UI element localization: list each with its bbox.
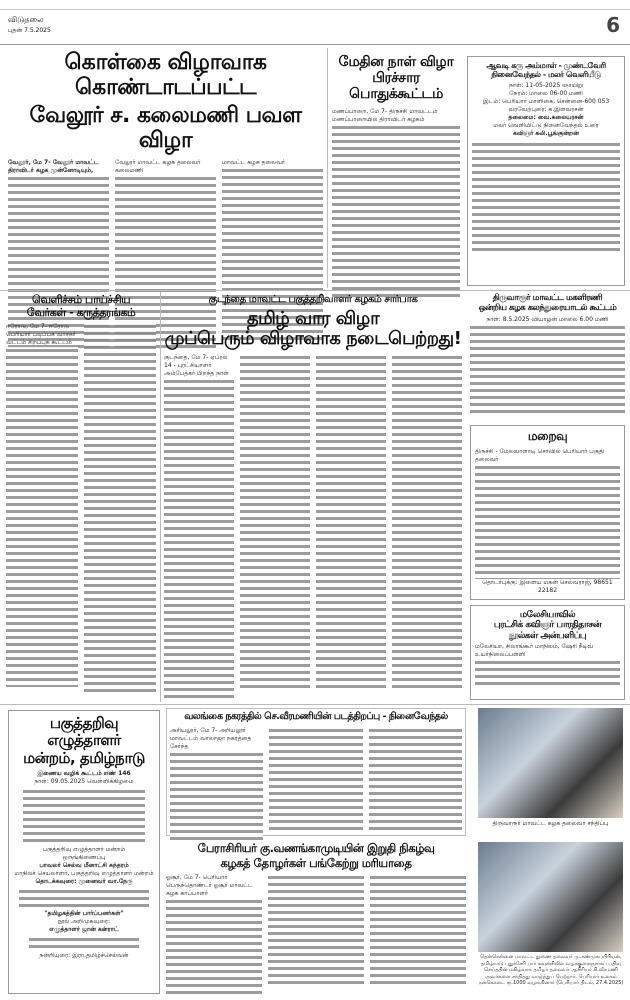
headline: மேதின நாள் விழா: [338, 54, 454, 70]
release-label: மலர் வெளியிட்டு நினைவேந்தல் உரை: [493, 122, 599, 130]
headline: பிரச்சார பொதுக்கூட்டம்: [349, 70, 443, 103]
headline: ஆவடி கரு அம்மாள் - முண்டவேரி: [486, 61, 606, 70]
lead-text: திருச்சி - மேலவாளாடி சொவில் பெரியார் பகுதி தலைவர்: [475, 447, 604, 463]
lead-text: மாவட்ட கழக தலைவர்: [222, 159, 286, 167]
photo-caption: தென்சென்னை மாவட்ட துணை தலைவர் மு.சண்முகப்பிரியன், தமிழ்நாடு புதுச்சேரி பார் கவுன்சிலில் வழக்குரைஞராகப் பதிவு செய்ததின் மகிழ்வாக தமிழர் தலைவர் ஆசிரியர் கி.வீரமணி அவர்களை சந்தித்து வாழ்த்துப் பெற்றார். பெரியார் உலகம் நன்கொடை ரூ.1000 வழங்கினார் (பெரியார் திடல், 27.4.2025): [478, 954, 624, 986]
welcome: வரவேற்புரை: க.இளவரசன்: [508, 106, 584, 114]
headline: பகுத்தறிவு எழுத்தாளர்: [47, 714, 121, 750]
photo-meeting: [478, 708, 623, 818]
headline: வலங்கை நகரத்தில் செ.வீரமணியின் படத்திறப்பு - நினைவேந்தல்: [184, 711, 448, 722]
meeting-date: நாள்: 09.05.2025 வெள்ளிக்கிழமை: [34, 777, 134, 785]
lead-text: மலேசியா, சிலாங்கூர் மாநிலம், ஷேரி நீடிவ் உயர்நிலைப்பள்ளி: [475, 643, 594, 659]
headline: மலேசியாவில்: [519, 610, 576, 620]
headline: வேர்கள் - கருத்தரங்கம்: [26, 305, 136, 319]
photo-greeting: [478, 842, 623, 952]
headline: தமிழ் வார விழா: [246, 307, 380, 329]
lead-text: மணப்பாறை, மே 7- திருச்சி மாவட்டம் மணப்பாறையில் திராவிடர் கழகம்: [332, 108, 438, 124]
top-rule: [0, 0, 630, 10]
article-vanangamudi-funeral: [166, 842, 466, 996]
opener: தொடக்கவுரை: முனைவர் வா.நேரு: [35, 877, 133, 885]
headline: ஒன்றிய கழக கலந்துரையாடல் கூட்டம்: [478, 302, 617, 313]
intro-label: நூல் அறிமுகவுரை:: [57, 917, 111, 925]
event-notice-avadi: [467, 56, 625, 286]
page-number: 6: [606, 13, 620, 37]
lead-text: அரியலூர், மே 7- அரியலூர் மாவட்டம் வாலாஜா நகரத்தை சேர்ந்த: [170, 726, 252, 750]
welcome-name: பாவலர் செல்வ மீனாட்சி சுந்தரம்: [39, 861, 129, 869]
book-title: "தமிழகத்தின் பார்ப்பனர்கள்": [44, 909, 124, 917]
event-time: நேரம்: மாலை 06-00 மணி: [509, 90, 583, 98]
headline: முப்பெரும் விழாவாக நடைபெற்றது!: [164, 328, 462, 350]
article-thiruvarur-meeting: [470, 294, 625, 414]
photo-caption: திருவாரூர் மாவட்ட கழக தலைவர் சந்திப்பு: [492, 820, 609, 827]
article-valangai-memorial: [166, 708, 466, 836]
org: பகுத்தறிவு எழுத்தாளர் மன்றம்: [42, 845, 126, 853]
headline: நினைவேந்தல் - மலர் வெளியீடு: [491, 70, 601, 80]
headline: வெளிச்சம் பாய்ச்சிய: [31, 293, 131, 306]
obituary-notice: [470, 425, 625, 600]
event-venue: இடம்: பெரியார் மாளிகை, சென்னை-600 053: [482, 98, 610, 106]
writers-forum-notice: [8, 710, 160, 994]
lead-text: ஓசூர், மே 7- பெரியார் பெருந்தொண்டர் ஓசூர் மாவட்ட கழக காப்பாளர்: [166, 874, 253, 898]
lead-text: வேலூர் மாவட்ட கழக தலைவர் கலைமணி: [115, 159, 201, 175]
headline: வேலூர் ச. கலைமணி பவள விழா: [29, 102, 302, 153]
speaker: கவிஞர் கலி.பூங்குன்றன்: [513, 130, 579, 138]
headline: மன்றம், தமிழ்நாடு: [23, 748, 145, 767]
headline: கொள்கை விழாவாக கொண்டாடப்பட்ட: [64, 50, 267, 101]
headline: பேராசிரியர் கு.வணங்காமுடியின் இறுதி நிகழ்வு: [197, 841, 435, 855]
presider: தலைமை: வை.கலையரசன்: [508, 114, 584, 122]
lead-text: ஈரோடு, மே 7- ஈரோடு பெரியார் படிப்பக வாசகர் வட்டம் சிறப்புக் கூட்டம்: [6, 323, 76, 347]
headline: திருவாரூர் மாவட்ட மகளிரணி: [492, 293, 603, 303]
masthead-date: புதன் 7.5.2025: [8, 27, 51, 34]
headline: நூல்கள் அன்பளிப்பு: [508, 630, 587, 641]
contact: தொடர்புக்கு: இளைய மகன் செல்வராஜ், 98651 22182: [482, 578, 613, 594]
writer: எழுத்தாளர் ஜான் கன்ராட்: [49, 925, 119, 933]
headline: மறைவு: [527, 429, 568, 443]
meeting-number: இணைய வழிக் கூட்டம் எண் 146: [37, 769, 131, 777]
headline: புரட்சிக் கவிஞர் பாரதிதாசன்: [493, 620, 602, 631]
kicker: குடந்தை மாவட்ட பகுத்தறிவாளர் கழகம் சார்பாக: [208, 294, 418, 305]
headline: கழகத் தோழர்கள் பங்கேற்று மரியாதை: [220, 856, 412, 871]
lead-text: நாள்: 8.5.2025 வியாழன் மாலை 6.00 மணி: [486, 315, 609, 323]
welcome-role: மாநிலச் செயலாளர், பகுத்தறிவு எழுத்தாளர் மன்றம்: [14, 869, 154, 877]
article-mayday: [332, 54, 460, 299]
article-roots-seminar: [6, 294, 156, 695]
thanks: நன்றியுரை: இரா.தமிழ்ச்செல்வன்: [39, 951, 129, 959]
event-date: நாள்: 11-05-2025 ஞாயிறு: [509, 82, 583, 90]
article-malaysia-books: [470, 605, 625, 700]
masthead-name: விடுதலை: [8, 15, 44, 24]
coord: ஒருங்கிணைப்பு: [62, 853, 106, 861]
lead-text: வேலூர், மே 7- வேலூர் மாவட்ட திராவிடர் கழக முன்னோடியும்,: [8, 159, 99, 175]
lead-text: குடந்தை, மே 7- ஏப்ரல் 14 - புரட்சியாளர் அம்பேத்கர் பிறந்த நாள்: [164, 353, 229, 377]
article-tamil-week: [164, 294, 462, 698]
